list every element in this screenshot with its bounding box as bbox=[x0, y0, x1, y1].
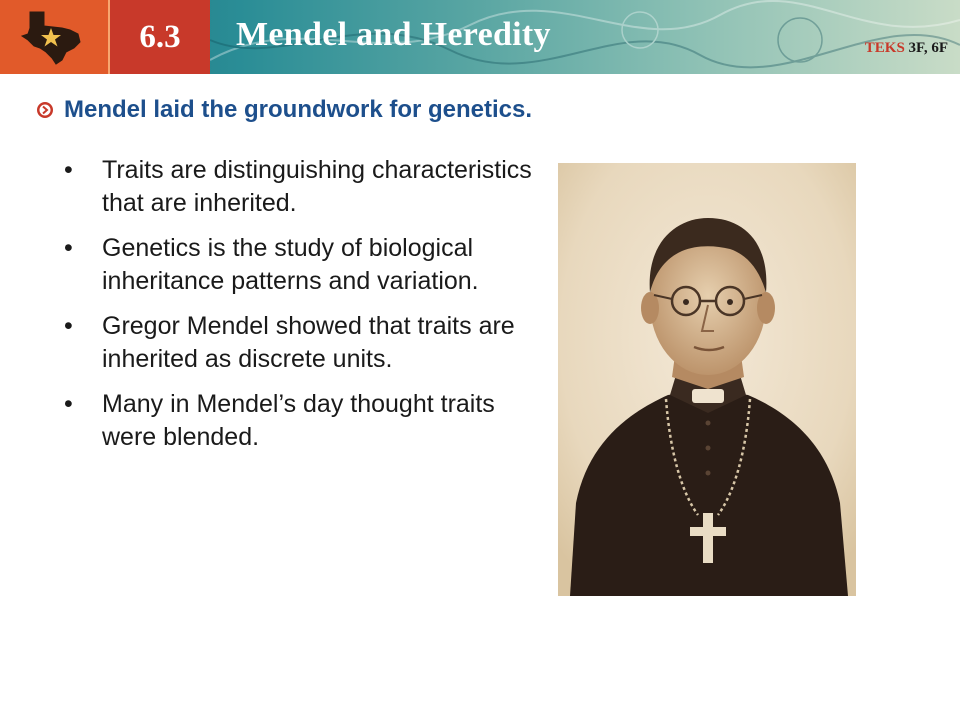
main-idea-text: Mendel laid the groundwork for genetics. bbox=[64, 96, 533, 123]
bullet-marker: • bbox=[64, 156, 73, 184]
bullet-item bbox=[64, 154, 534, 220]
bullet-text: Gregor Mendel showed that traits are inherited as discrete units. bbox=[102, 312, 515, 373]
mendel-portrait bbox=[558, 163, 856, 596]
bullet-marker: • bbox=[64, 234, 73, 262]
texas-logo bbox=[0, 0, 110, 74]
bullet-list bbox=[64, 154, 534, 466]
section-number: 6.3 bbox=[139, 19, 181, 55]
section-number-box bbox=[110, 0, 210, 74]
teks-label: TEKS bbox=[864, 40, 905, 56]
teks-codes: 3F, 6F bbox=[904, 40, 948, 56]
main-idea-bullet-icon bbox=[36, 101, 54, 119]
texas-map-icon bbox=[18, 8, 90, 66]
bullet-text: Genetics is the study of biological inheritance patterns and variation. bbox=[102, 234, 487, 295]
teks-standards bbox=[865, 40, 948, 57]
bullet-marker: • bbox=[64, 390, 73, 418]
bullet-text: Many in Mendel’s day thought traits were blended. bbox=[102, 390, 495, 451]
bullet-item bbox=[64, 310, 534, 376]
bullet-text: Traits are distinguishing characteristics that are inherited. bbox=[102, 156, 532, 217]
slide-header bbox=[0, 0, 960, 74]
sepia-portrait-image bbox=[558, 163, 856, 596]
bullet-marker: • bbox=[64, 312, 73, 340]
bullet-item bbox=[64, 388, 534, 454]
section-title: Mendel and Heredity bbox=[236, 16, 551, 53]
main-idea bbox=[36, 96, 532, 124]
bullet-item bbox=[64, 232, 534, 298]
